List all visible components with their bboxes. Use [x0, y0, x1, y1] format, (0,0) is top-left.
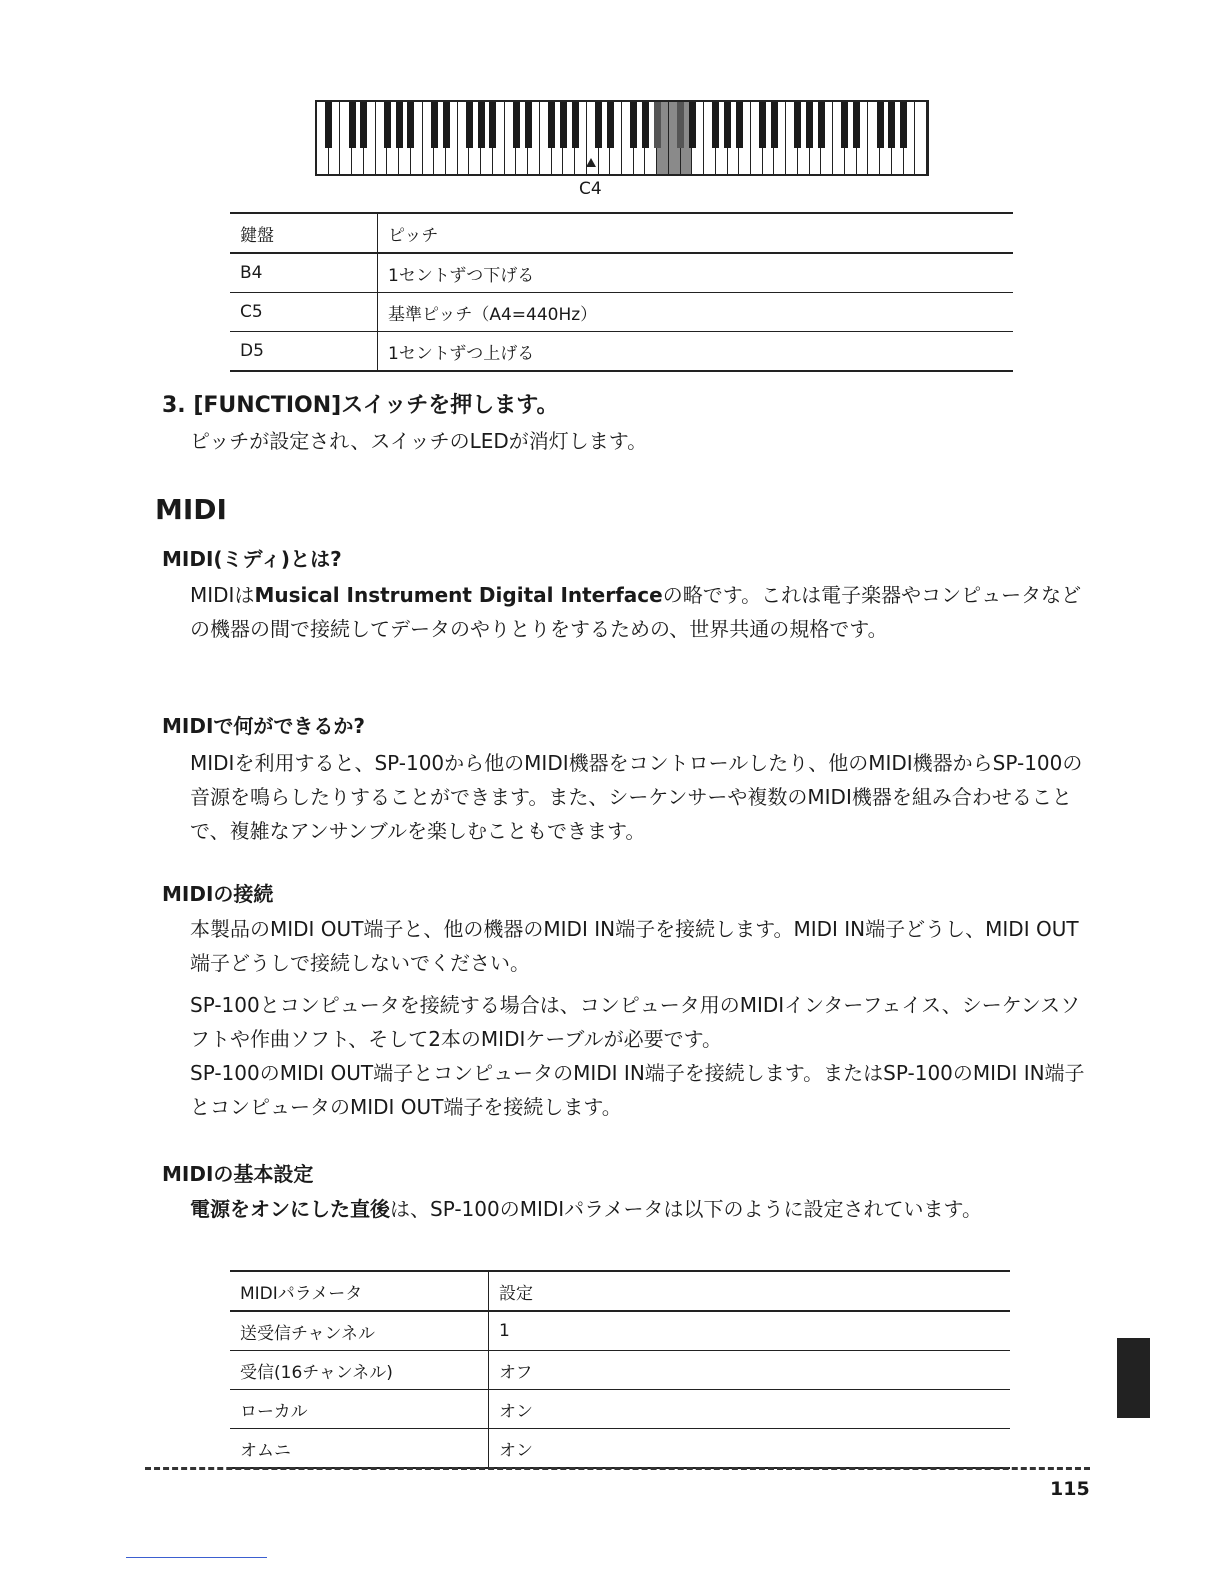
black-key — [654, 102, 661, 148]
table-cell-param: 受信(16チャンネル) — [230, 1351, 489, 1390]
page-number: 115 — [1050, 1478, 1090, 1500]
black-key — [360, 102, 367, 148]
black-key — [818, 102, 825, 148]
pitch-table — [230, 212, 1013, 372]
black-key — [396, 102, 403, 148]
what-is-text-c: の略です。これは電子楽器やコンピュータなどの機器の間で接続してデータのやりとりをするための、世界共通の規格です。 — [190, 583, 1082, 641]
midi-parameter-table — [230, 1270, 1010, 1469]
table-cell-setting: オフ — [499, 1362, 533, 1383]
table-cell-param: ローカル — [230, 1390, 489, 1429]
table-cell-param: 送受信チャンネル — [230, 1311, 489, 1351]
table-cell-setting: オン — [499, 1401, 533, 1422]
table-row — [230, 1351, 1010, 1390]
black-key — [677, 102, 684, 148]
table-cell-setting: 1 — [499, 1321, 510, 1341]
table-cell-pitch: 1セントずつ下げる — [388, 265, 535, 286]
connection-text-1: 本製品のMIDI OUT端子と、他の機器のMIDI IN端子を接続します。MIDI IN端子どうし、MIDI OUT端子どうしで接続しないでください。 — [190, 917, 1079, 975]
pitch-table-header-key: 鍵盤 — [230, 213, 378, 253]
what-is-text-a: MIDIは — [190, 583, 255, 607]
black-key — [384, 102, 391, 148]
paragraph-what-is-midi — [190, 578, 1090, 646]
black-key — [595, 102, 602, 148]
white-key — [915, 102, 927, 174]
table-row — [230, 1390, 1010, 1429]
black-key — [877, 102, 884, 148]
connection-text-3: SP-100のMIDI OUT端子とコンピュータのMIDI IN端子を接続します。またはSP-100のMIDI IN端子とコンピュータのMIDI OUT端子を接続します。 — [190, 1061, 1085, 1119]
table-row — [230, 332, 1013, 372]
paragraph-basic-settings — [190, 1192, 1090, 1226]
side-index-tab — [1117, 1338, 1150, 1418]
table-cell-key: C5 — [230, 293, 378, 332]
what-is-text-b: Musical Instrument Digital Interface — [254, 583, 663, 607]
black-key — [489, 102, 496, 148]
subheading-midi-basic-settings: MIDIの基本設定 — [162, 1162, 314, 1186]
section-title-midi: MIDI — [155, 493, 227, 526]
table-row — [230, 293, 1013, 332]
what-can-text: MIDIを利用すると、SP-100から他のMIDI機器をコントロールしたり、他のMIDI機器からSP-100の音源を鳴らしたりすることができます。また、シーケンサーや複数のMIDI機器を組み合わせることで、複雑なアンサンブルを楽しむこともできます。 — [190, 751, 1083, 843]
pitch-table-header-pitch: ピッチ — [388, 225, 439, 246]
black-key — [853, 102, 860, 148]
black-key — [407, 102, 414, 148]
midi-table-header-param: MIDIパラメータ — [230, 1271, 489, 1311]
subheading-what-is-midi: MIDI(ミディ)とは? — [162, 547, 342, 571]
table-cell-pitch: 基準ピッチ（A4=440Hz） — [388, 304, 598, 325]
table-row — [230, 1311, 1010, 1351]
black-key — [325, 102, 332, 148]
table-cell-setting: オン — [499, 1440, 533, 1461]
black-key — [900, 102, 907, 148]
black-key — [888, 102, 895, 148]
black-key — [349, 102, 356, 148]
black-key — [560, 102, 567, 148]
c4-marker-triangle — [586, 158, 596, 167]
black-key — [771, 102, 778, 148]
c4-label: C4 — [579, 179, 602, 199]
black-key — [572, 102, 579, 148]
table-cell-key: D5 — [230, 332, 378, 372]
step-3-description: ピッチが設定され、スイッチのLEDが消灯します。 — [190, 429, 648, 453]
black-key — [794, 102, 801, 148]
black-key — [841, 102, 848, 148]
black-key — [478, 102, 485, 148]
pitch-table-header — [230, 213, 1013, 253]
black-key — [806, 102, 813, 148]
black-key — [712, 102, 719, 148]
black-key — [513, 102, 520, 148]
black-key — [548, 102, 555, 148]
table-cell-param: オムニ — [230, 1429, 489, 1469]
black-key — [607, 102, 614, 148]
subheading-what-can-midi: MIDIで何ができるか? — [162, 714, 365, 738]
black-key — [736, 102, 743, 148]
paragraph-connection-1 — [190, 912, 1090, 980]
midi-table-header-setting: 設定 — [499, 1283, 533, 1304]
step-3-title: 3. [FUNCTION]スイッチを押します。 — [162, 393, 559, 418]
blue-underline — [126, 1557, 267, 1558]
black-key — [689, 102, 696, 148]
table-cell-pitch: 1セントずつ上げる — [388, 343, 535, 364]
black-key — [466, 102, 473, 148]
midi-table-header — [230, 1271, 1010, 1311]
black-key — [630, 102, 637, 148]
footer-dashed-rule — [145, 1467, 1090, 1470]
black-key — [431, 102, 438, 148]
table-cell-key: B4 — [230, 253, 378, 293]
basic-settings-rest: は、SP-100のMIDIパラメータは以下のように設定されています。 — [390, 1197, 982, 1221]
piano-keyboard-diagram — [315, 100, 929, 176]
paragraph-connection-2 — [190, 988, 1090, 1124]
black-key — [759, 102, 766, 148]
black-key — [525, 102, 532, 148]
black-key — [443, 102, 450, 148]
table-row — [230, 1429, 1010, 1469]
black-key — [642, 102, 649, 148]
connection-text-2: SP-100とコンピュータを接続する場合は、コンピュータ用のMIDIインターフェイス、シーケンスソフトや作曲ソフト、そして2本のMIDIケーブルが必要です。 — [190, 993, 1081, 1051]
paragraph-what-can-midi — [190, 746, 1090, 848]
black-key — [724, 102, 731, 148]
subheading-midi-connection: MIDIの接続 — [162, 882, 274, 906]
table-row — [230, 253, 1013, 293]
basic-settings-bold: 電源をオンにした直後 — [190, 1197, 390, 1221]
